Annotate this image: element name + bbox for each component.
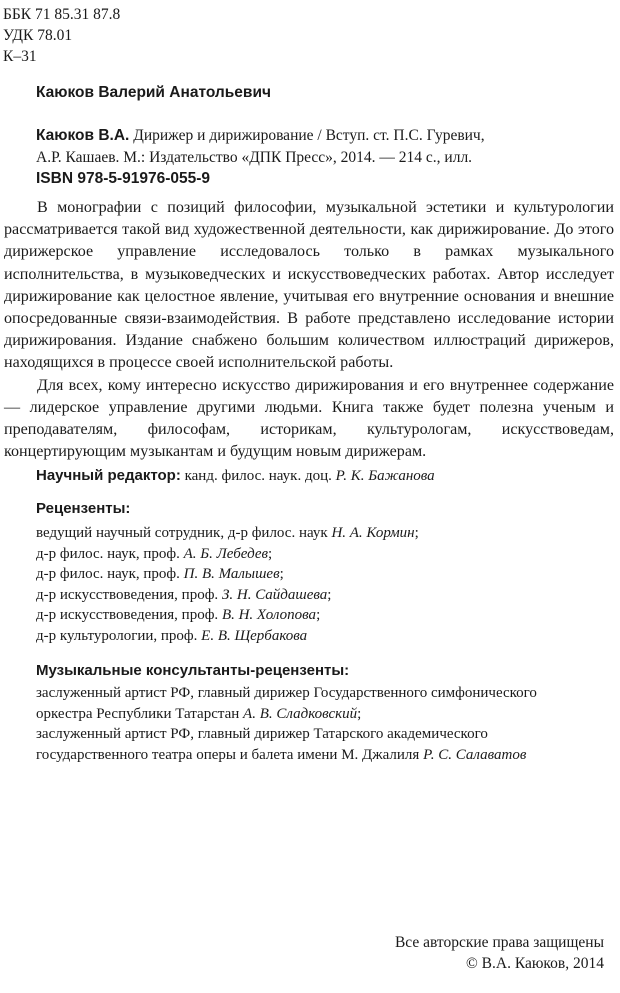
editor-degree: канд. филос. наук. доц. xyxy=(180,468,336,484)
reviewer-name: А. Б. Лебедев xyxy=(183,545,269,562)
abstract-paragraph-1: В монографии с позиций философии, музыкальной эстетики и культурологии рассматривается такой вид художественной деятельности, как дирижирование. До этого дирижерское управление исследовалось только в рамках музыкального исполнительства, в музыковедческих и искусствоведческих работах. Автор исследует дирижирование как целостное явление, учитывая его внутренние основания и внешние опосредованные связи-взаимодействия. В работе представлено исследование истории дирижирования. Издание снабжено большим количеством иллюстраций дирижеров, находящихся в процессе своей исполнительской работы. xyxy=(4,199,614,372)
consultant-line xyxy=(36,704,537,725)
copyright-line: © В.А. Каюков, 2014 xyxy=(466,954,604,972)
reviewer-position: д-р культурологии, проф. xyxy=(36,627,202,644)
classification-codes xyxy=(3,4,120,67)
reviewer-name: Н. А. Кормин xyxy=(331,525,415,541)
biblio-title: Дирижер и дирижирование / Вступ. ст. П.С. Гуревич, xyxy=(129,127,485,144)
reviewer-position: д-р искусствоведения, проф. xyxy=(36,586,222,603)
consultant-text: заслуженный артист РФ, главный дирижер Татарского академического xyxy=(36,726,488,743)
consultant-text: государственного театра оперы и балета имени М. Джалиля xyxy=(36,746,424,763)
consultant-line xyxy=(36,745,537,766)
reviewer-item xyxy=(36,585,419,606)
author-mark: К–31 xyxy=(3,48,37,65)
reviewer-position: д-р филос. наук, проф. xyxy=(36,545,184,562)
reviewer-item xyxy=(36,564,419,585)
reviewers-title: Рецензенты: xyxy=(36,500,131,517)
reviewer-punct: ; xyxy=(316,607,321,624)
bbk-code: ББК 71 85.31 87.8 xyxy=(3,6,121,23)
scientific-editor xyxy=(36,467,435,485)
author-heading: Каюков Валерий Анатольевич xyxy=(36,84,271,101)
biblio-line-1 xyxy=(36,125,596,147)
consultant-punct: ; xyxy=(357,705,362,722)
udk-code: УДК 78.01 xyxy=(3,27,73,44)
reviewer-position: д-р филос. наук, проф. xyxy=(36,566,184,583)
copyright-notice xyxy=(395,933,604,974)
reviewer-position: д-р искусствоведения, проф. xyxy=(36,607,222,624)
reviewer-name: Е. В. Щербакова xyxy=(201,627,308,644)
abstract xyxy=(4,197,614,463)
consultant-line xyxy=(36,724,537,745)
reviewer-name: П. В. Малышев xyxy=(183,566,280,583)
consultants-list xyxy=(36,683,537,765)
isbn: ISBN 978-5-91976-055-9 xyxy=(36,170,211,187)
reviewer-punct: ; xyxy=(268,545,273,562)
rights-reserved: Все авторские права защищены xyxy=(394,934,604,951)
reviewer-name: В. Н. Холопова xyxy=(221,607,317,624)
editor-label: Научный редактор: xyxy=(36,467,181,484)
reviewer-punct: ; xyxy=(327,586,332,603)
biblio-author: Каюков В.А. xyxy=(36,127,130,144)
reviewer-punct: ; xyxy=(414,525,419,541)
editor-name: Р. К. Бажанова xyxy=(335,468,435,484)
consultant-line xyxy=(36,683,537,704)
consultant-text: заслуженный артист РФ, главный дирижер Государственного симфонического xyxy=(36,685,537,701)
reviewer-punct: ; xyxy=(279,566,284,583)
reviewer-position: ведущий научный сотрудник, д-р филос. наук xyxy=(36,525,332,541)
reviewer-item xyxy=(36,605,419,626)
consultants-title: Музыкальные консультанты-рецензенты: xyxy=(36,662,350,679)
bibliographic-record xyxy=(36,125,596,190)
abstract-paragraph-2: Для всех, кому интересно искусство дирижирования и его внутреннее содержание — лидерское управление другими людьми. Книга также будет полезна ученым и преподавателям, философам, историкам, культурологам, искусствоведам, концертирующим музыкантам и будущим новым дирижерам. xyxy=(4,376,614,461)
reviewers-list xyxy=(36,523,419,647)
reviewer-item xyxy=(36,544,419,565)
reviewer-item xyxy=(36,626,419,647)
consultant-name: Р. С. Салаватов xyxy=(423,746,527,763)
reviewer-item xyxy=(36,523,419,544)
reviewer-name: З. Н. Сайдашева xyxy=(221,586,328,603)
biblio-line-2: А.Р. Кашаев. М.: Издательство «ДПК Пресс», 2014. — 214 с., илл. xyxy=(36,148,473,166)
consultant-text: оркестра Республики Татарстан xyxy=(36,705,244,722)
consultant-name: А. В. Сладковский xyxy=(243,705,358,722)
